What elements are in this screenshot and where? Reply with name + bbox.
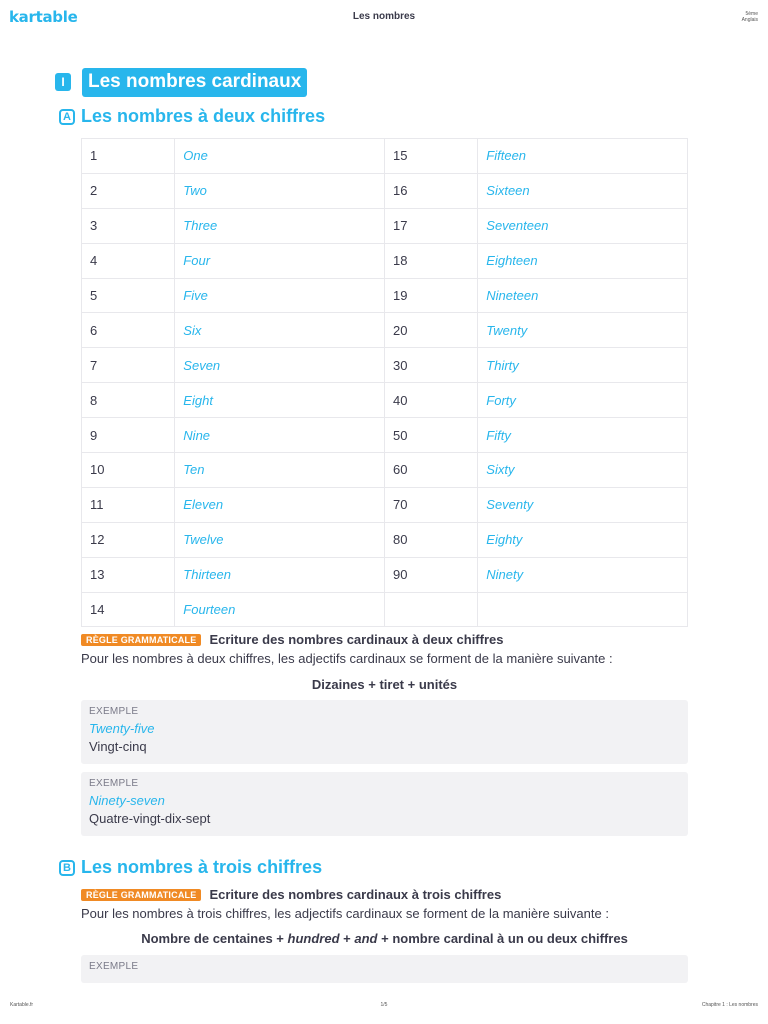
english-word-cell: Two — [175, 173, 385, 208]
english-word-cell: Ten — [175, 453, 385, 488]
subsection-heading-b — [59, 857, 322, 878]
english-word-cell: Forty — [478, 383, 688, 418]
footer-site[interactable]: Kartable.fr — [10, 1002, 34, 1008]
number-cell: 80 — [384, 522, 477, 557]
english-word-cell: Nine — [175, 418, 385, 453]
number-cell: 16 — [384, 173, 477, 208]
number-cell: 5 — [82, 278, 175, 313]
english-word-cell: Seven — [175, 348, 385, 383]
formula-and: and — [354, 931, 378, 946]
number-cell: 9 — [82, 418, 175, 453]
number-cell: 18 — [384, 243, 477, 278]
number-cell — [384, 592, 477, 627]
english-word-cell: Thirty — [478, 348, 688, 383]
number-cell: 14 — [82, 592, 175, 627]
number-cell: 40 — [384, 383, 477, 418]
page-footer — [0, 1000, 768, 1012]
subsection-title: Les nombres à trois chiffres — [81, 857, 323, 877]
grammar-rule-title: Ecriture des nombres cardinaux à deux chiffres — [209, 632, 504, 647]
grammar-rule-badge: RÈGLE GRAMMATICALE — [81, 634, 201, 646]
number-cell: 50 — [384, 418, 477, 453]
subsection-heading-a — [59, 106, 325, 127]
number-cell: 10 — [82, 453, 175, 488]
table-row — [82, 313, 688, 348]
table-row — [82, 418, 688, 453]
table-row — [82, 592, 688, 627]
grammar-rule-title: Ecriture des nombres cardinaux à trois chiffres — [209, 887, 502, 902]
formula-plus: + — [343, 931, 351, 946]
formula-part: Nombre de centaines + — [141, 931, 284, 946]
page-header — [0, 0, 768, 36]
number-cell: 4 — [82, 243, 175, 278]
number-cell: 19 — [384, 278, 477, 313]
grammar-formula: Dizaines + tiret + unités — [311, 677, 458, 692]
grammar-rule-badge: RÈGLE GRAMMATICALE — [81, 889, 201, 901]
table-row — [82, 383, 688, 418]
example-box — [81, 955, 688, 983]
section-title: Les nombres cardinaux — [82, 68, 307, 97]
number-cell: 6 — [82, 313, 175, 348]
formula-part: + nombre cardinal à un ou deux chiffres — [381, 931, 628, 946]
number-cell: 1 — [82, 139, 175, 174]
english-word-cell: Fifty — [478, 418, 688, 453]
number-cell: 60 — [384, 453, 477, 488]
english-word-cell: Sixty — [478, 453, 688, 488]
table-row — [82, 173, 688, 208]
example-box — [81, 700, 688, 764]
english-word-cell: Fourteen — [175, 592, 385, 627]
number-cell: 17 — [384, 208, 477, 243]
number-cell: 7 — [82, 348, 175, 383]
english-word-cell: Eleven — [175, 487, 385, 522]
number-cell: 8 — [82, 383, 175, 418]
english-word-cell: Nineteen — [478, 278, 688, 313]
english-word-cell: Five — [175, 278, 385, 313]
table-row — [82, 453, 688, 488]
table-row — [82, 208, 688, 243]
number-cell: 3 — [82, 208, 175, 243]
example-english: Twenty-five — [89, 721, 155, 736]
english-word-cell: Four — [175, 243, 385, 278]
english-word-cell: Sixteen — [478, 173, 688, 208]
header-subject: Anglais — [741, 17, 758, 23]
table-row — [82, 487, 688, 522]
kartable-logo[interactable]: kartable — [9, 8, 78, 26]
grammar-formula — [81, 931, 688, 946]
example-label: EXEMPLE — [89, 706, 139, 717]
number-cell: 13 — [82, 557, 175, 592]
example-english: Ninety-seven — [89, 793, 165, 808]
english-word-cell: Twenty — [478, 313, 688, 348]
table-row — [82, 139, 688, 174]
number-cell: 12 — [82, 522, 175, 557]
grammar-rule-text: Pour les nombres à trois chiffres, les adjectifs cardinaux se forment de la manière suivante : — [81, 906, 609, 921]
header-meta — [742, 11, 758, 23]
example-label: EXEMPLE — [89, 778, 139, 789]
number-cell: 2 — [82, 173, 175, 208]
section-heading-1 — [55, 67, 307, 97]
english-word-cell: Seventeen — [478, 208, 688, 243]
english-word-cell: Three — [175, 208, 385, 243]
number-cell: 30 — [384, 348, 477, 383]
grammar-rule-text: Pour les nombres à deux chiffres, les adjectifs cardinaux se forment de la manière suivante : — [81, 651, 613, 666]
english-word-cell: Thirteen — [175, 557, 385, 592]
subsection-letter-badge: A — [59, 109, 75, 125]
numbers-table — [81, 138, 688, 627]
number-cell: 15 — [384, 139, 477, 174]
english-word-cell: Seventy — [478, 487, 688, 522]
subsection-letter-badge: B — [59, 860, 75, 876]
english-word-cell: Twelve — [175, 522, 385, 557]
number-cell: 70 — [384, 487, 477, 522]
grammar-rule-1 — [81, 632, 504, 647]
english-word-cell: Eighty — [478, 522, 688, 557]
english-word-cell: Fifteen — [478, 139, 688, 174]
english-word-cell: Eighteen — [478, 243, 688, 278]
section-number-badge: I — [55, 73, 71, 91]
formula-hundred: hundred — [287, 931, 340, 946]
document-title: Les nombres — [352, 11, 416, 22]
subsection-title: Les nombres à deux chiffres — [81, 106, 326, 126]
example-french: Vingt-cinq — [89, 739, 147, 754]
english-word-cell: Six — [175, 313, 385, 348]
example-box — [81, 772, 688, 836]
table-row — [82, 348, 688, 383]
table-row — [82, 557, 688, 592]
english-word-cell: Ninety — [478, 557, 688, 592]
table-row — [82, 522, 688, 557]
grammar-rule-2 — [81, 887, 501, 902]
number-cell: 11 — [82, 487, 175, 522]
english-word-cell — [478, 592, 688, 627]
english-word-cell: Eight — [175, 383, 385, 418]
number-cell: 20 — [384, 313, 477, 348]
example-french: Quatre-vingt-dix-sept — [89, 811, 211, 826]
header-level: 5ème — [745, 11, 758, 17]
footer-chapter: Chapitre 1 : Les nombres — [701, 1002, 758, 1008]
number-cell: 90 — [384, 557, 477, 592]
example-label: EXEMPLE — [89, 961, 139, 972]
table-row — [82, 243, 688, 278]
table-row — [82, 278, 688, 313]
footer-page-number: 1/5 — [380, 1002, 388, 1008]
english-word-cell: One — [175, 139, 385, 174]
